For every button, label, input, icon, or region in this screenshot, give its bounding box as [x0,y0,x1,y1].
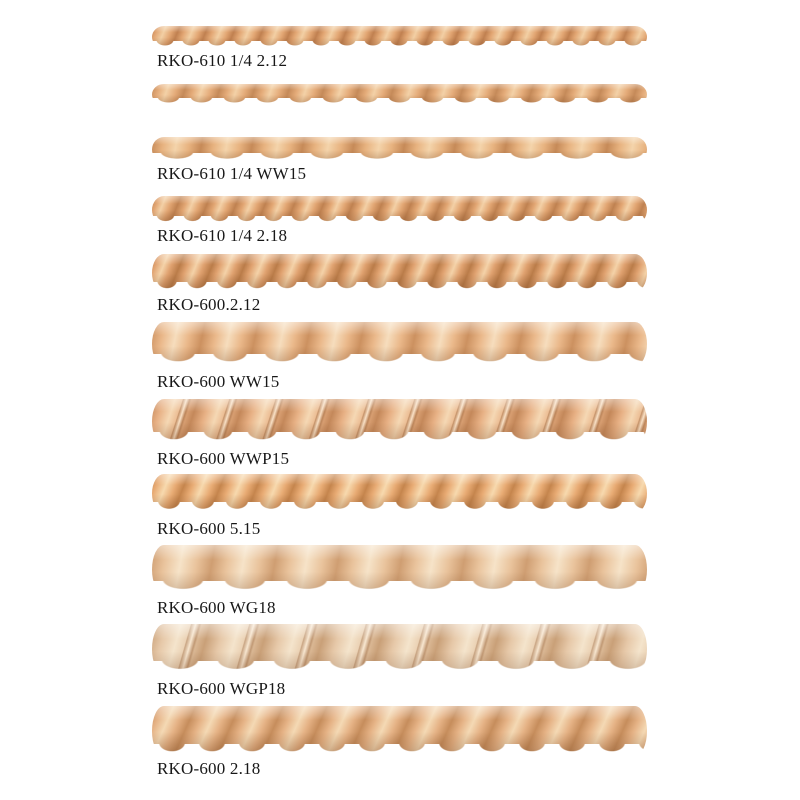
product-code-label: RKO-610 1/4 2.12 [157,51,288,70]
product-code-label: RKO-600 2.18 [157,759,261,778]
rope-molding-photo [152,545,647,594]
rope-molding-photo [152,706,647,756]
rope-molding-photo [152,137,647,162]
product-code-label: RKO-610 1/4 2.18 [157,226,288,245]
product-code-label: RKO-600 WW15 [157,372,280,391]
product-code-label: RKO-600.2.12 [157,295,261,314]
product-code-label: RKO-600 5.15 [157,519,261,538]
rope-molding-photo [152,399,647,444]
rope-molding-photo [152,26,647,48]
rope-molding-photo [152,474,647,513]
rope-molding-photo [152,254,647,292]
rope-molding-photo [152,322,647,366]
product-code-label: RKO-600 WGP18 [157,679,286,698]
product-code-label: RKO-600 WWP15 [157,449,290,468]
product-code-label: RKO-610 1/4 WW15 [157,164,307,183]
rope-molding-photo [152,196,647,224]
product-code-label: RKO-600 WG18 [157,598,276,617]
rope-molding-photo [152,624,647,674]
rope-molding-photo [152,84,647,105]
